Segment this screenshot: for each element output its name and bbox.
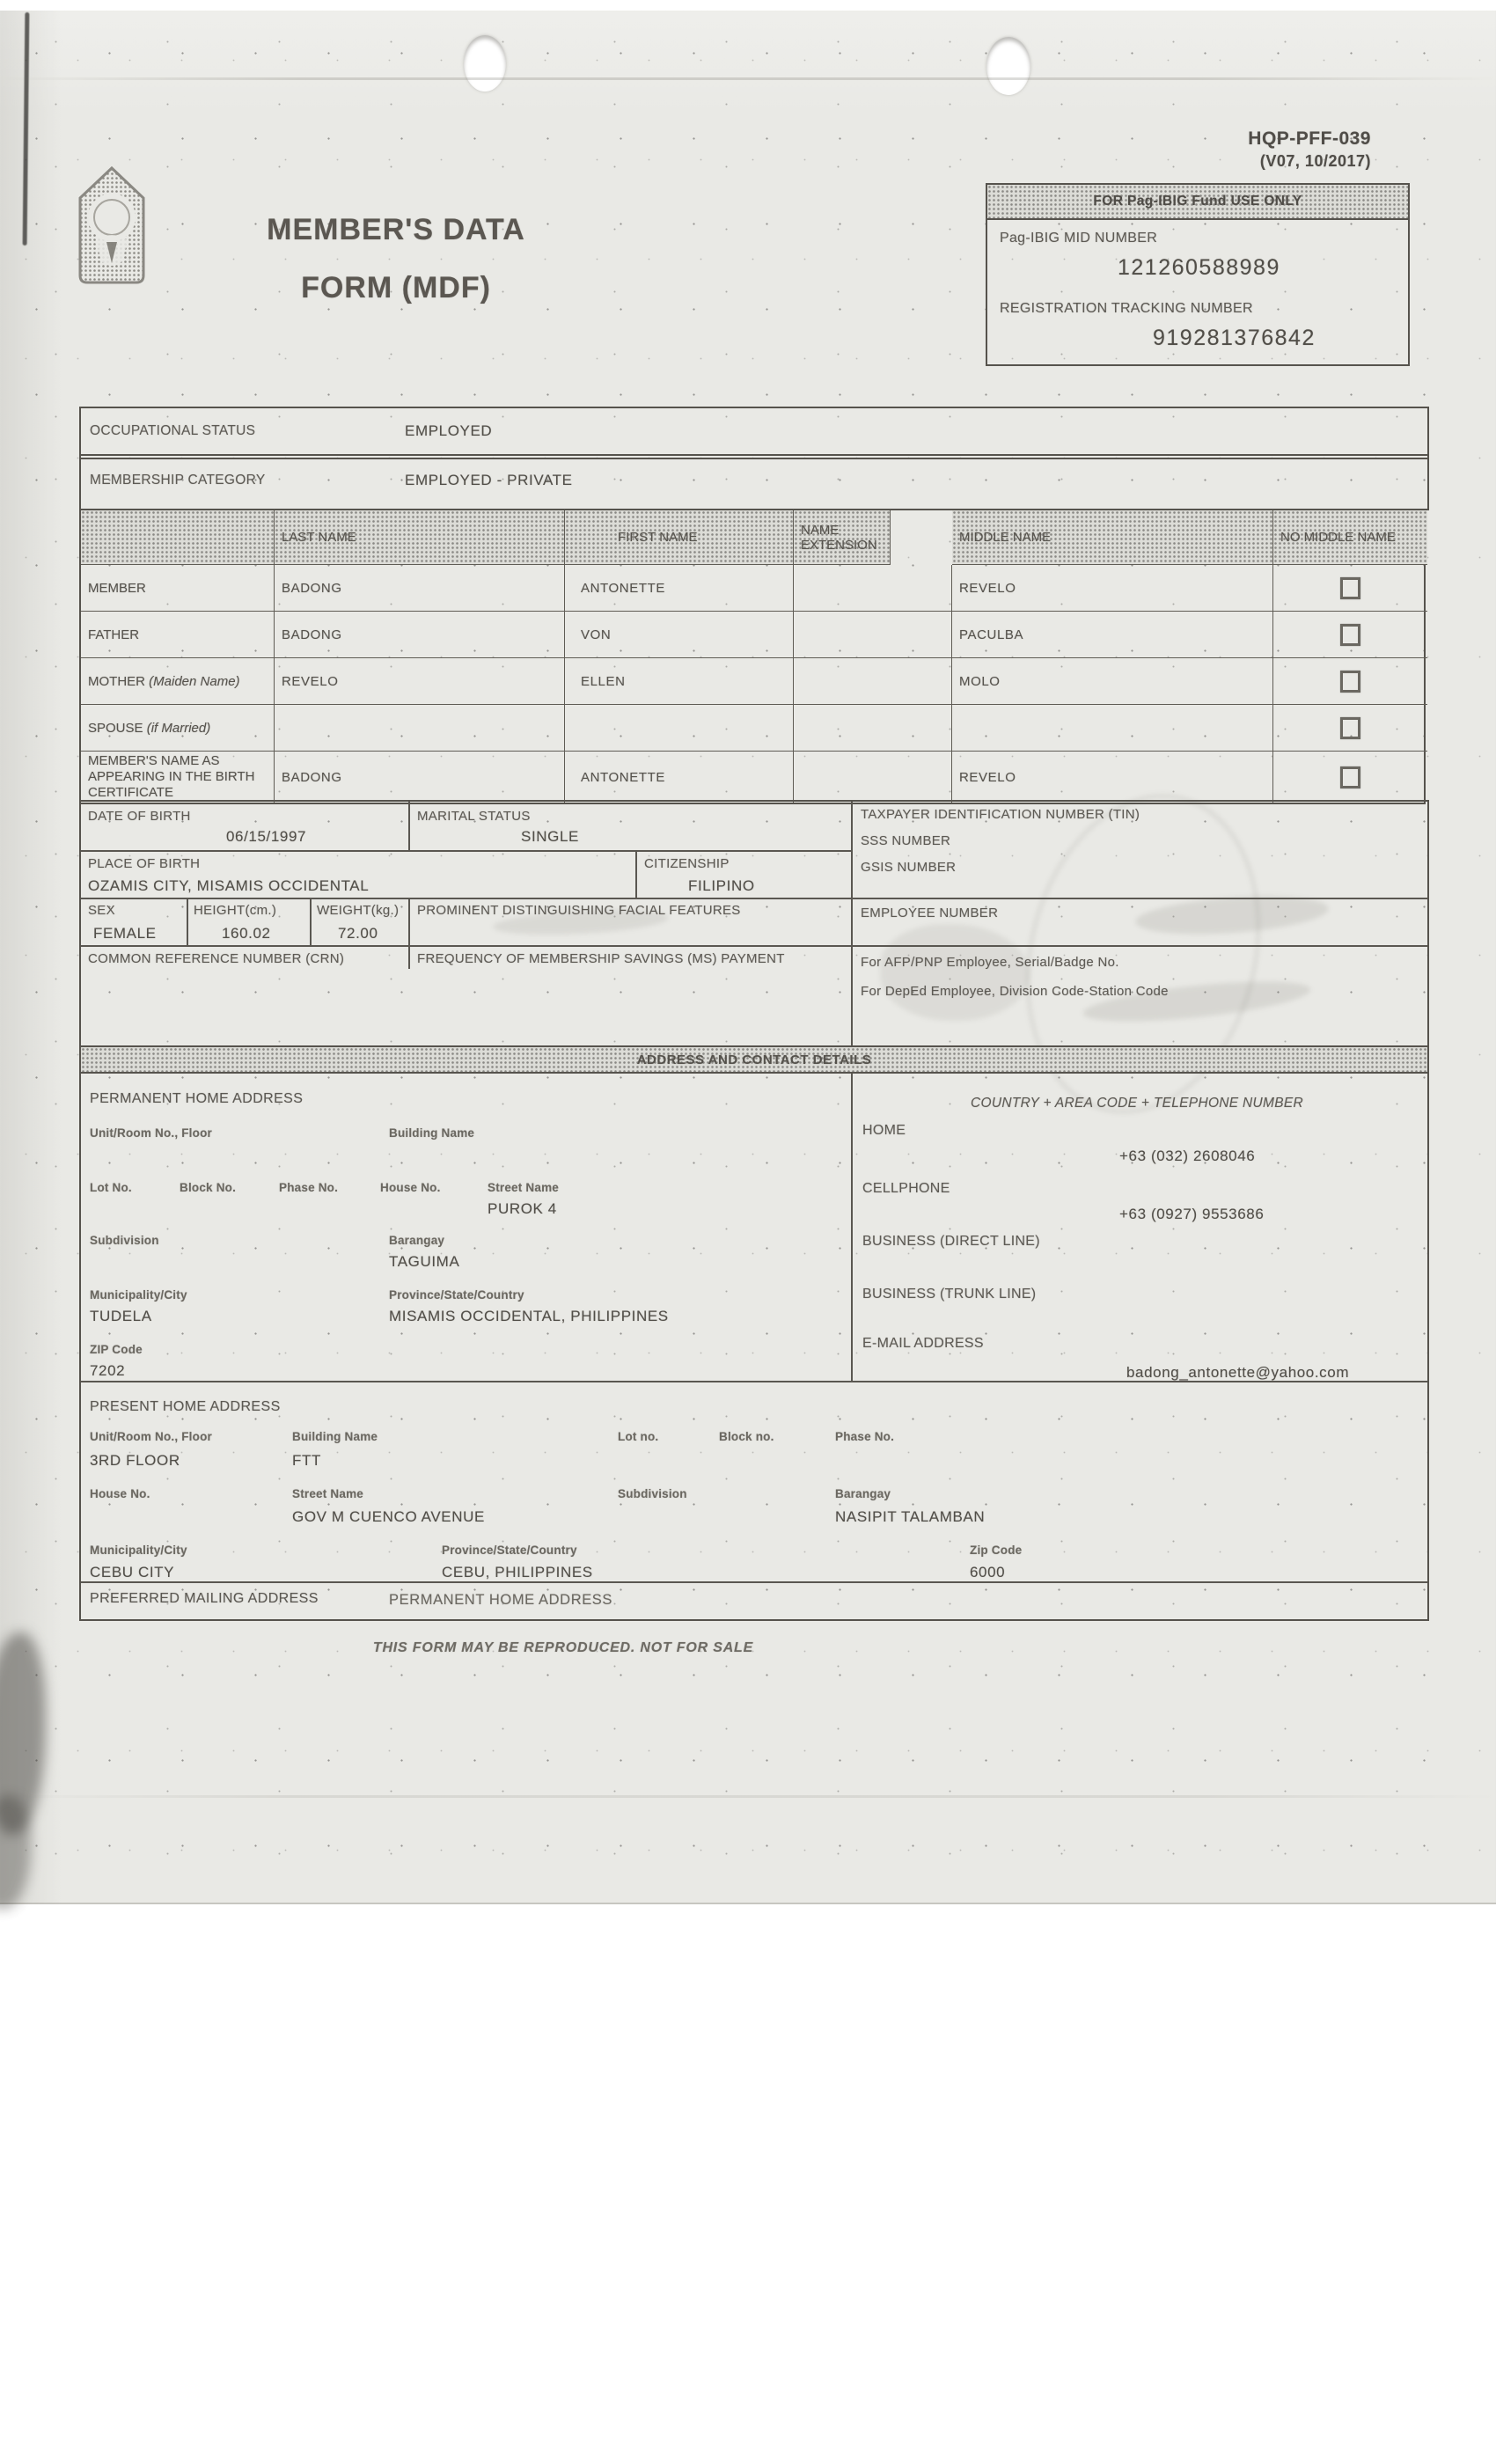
present-zip-value: 6000 (970, 1564, 1006, 1580)
row-label-spouse (81, 705, 275, 752)
employee-number-label: EMPLOYEE NUMBER (861, 906, 999, 920)
afp-serial-label: For AFP/PNP Employee, Serial/Badge No. (861, 955, 1119, 970)
birth-certificate-name-extension (794, 752, 952, 803)
business-direct-label: BUSINESS (DIRECT LINE) (862, 1234, 1040, 1249)
column-header-no-middle-name: NO MIDDLE NAME (1273, 510, 1427, 565)
present-zip-label: Zip Code (970, 1544, 1023, 1557)
mid-number-value: 121260588989 (1118, 255, 1280, 280)
marital-status-value: SINGLE (521, 828, 579, 845)
present-phase-label: Phase No. (835, 1430, 895, 1443)
column-header-middle-name: MIDDLE NAME (952, 510, 1273, 565)
tracking-number-value: 919281376842 (1153, 326, 1316, 350)
present-barangay-value: NASIPIT TALAMBAN (835, 1508, 986, 1525)
fold-line (0, 1795, 1496, 1798)
father-last-name: BADONG (275, 612, 565, 658)
crn-label: COMMON REFERENCE NUMBER (CRN) (88, 951, 345, 966)
mother-last-name: REVELO (275, 658, 565, 705)
footer-note: THIS FORM MAY BE REPRODUCED. NOT FOR SALE (372, 1640, 754, 1655)
form-code: HQP-PFF-039 (1248, 128, 1371, 149)
permanent-phase-label: Phase No. (279, 1181, 339, 1194)
present-province-value: CEBU, PHILIPPINES (442, 1564, 593, 1580)
cellphone-label: CELLPHONE (862, 1181, 950, 1196)
ms-frequency-label: FREQUENCY OF MEMBERSHIP SAVINGS (MS) PAYMENT (417, 951, 785, 966)
mid-number-label: Pag-IBIG MID NUMBER (1000, 231, 1158, 246)
place-of-birth-value: OZAMIS CITY, MISAMIS OCCIDENTAL (88, 877, 370, 894)
office-use-header: FOR Pag-IBIG Fund USE ONLY (987, 185, 1408, 220)
present-municipality-value: CEBU CITY (90, 1564, 175, 1580)
spouse-label-note: (if Married) (146, 720, 211, 736)
date-of-birth-value: 06/15/1997 (226, 828, 307, 845)
permanent-zip-value: 7202 (90, 1362, 126, 1379)
occupational-status-label: OCCUPATIONAL STATUS (90, 423, 256, 438)
cellphone-value: +63 (0927) 9553686 (1119, 1206, 1265, 1222)
preferred-mailing-value: PERMANENT HOME ADDRESS (389, 1592, 613, 1608)
row-label-mother (81, 658, 275, 705)
column-header-name-extension: NAME EXTENSION (794, 510, 891, 565)
spouse-last-name (275, 705, 565, 752)
no-middle-name-checkbox (1340, 717, 1360, 739)
spouse-middle-name (952, 705, 1273, 752)
height-value: 160.02 (222, 925, 271, 942)
height-label: HEIGHT(cm.) (194, 903, 277, 918)
punch-hole-left (464, 35, 506, 92)
office-use-box (986, 183, 1410, 366)
permanent-barangay-label: Barangay (389, 1234, 445, 1247)
no-middle-name-checkbox (1340, 671, 1360, 693)
mother-label-note: (Maiden Name) (149, 673, 240, 689)
present-unit-label: Unit/Room No., Floor (90, 1430, 212, 1443)
sss-number-label: SSS NUMBER (861, 833, 951, 848)
gsis-number-label: GSIS NUMBER (861, 860, 957, 875)
row-label-member: MEMBER (81, 565, 275, 612)
present-street-label: Street Name (292, 1487, 363, 1500)
spouse-first-name (565, 705, 794, 752)
member-name-extension (794, 565, 952, 612)
membership-category-value: EMPLOYED - PRIVATE (405, 472, 573, 488)
form-title-line1: MEMBER'S DATA (267, 213, 525, 246)
birth-certificate-first-name: ANTONETTE (565, 752, 794, 803)
present-address-heading: PRESENT HOME ADDRESS (90, 1399, 281, 1414)
permanent-subdivision-label: Subdivision (90, 1234, 159, 1247)
member-last-name: BADONG (275, 565, 565, 612)
spouse-name-extension (794, 705, 952, 752)
present-street-value: GOV M CUENCO AVENUE (292, 1508, 485, 1525)
present-lot-label: Lot no. (618, 1430, 659, 1443)
address-section-banner: ADDRESS AND CONTACT DETAILS (79, 1045, 1429, 1074)
home-phone-value: +63 (032) 2608046 (1119, 1148, 1256, 1164)
permanent-block-label: Block No. (180, 1181, 237, 1194)
present-unit-value: 3RD FLOOR (90, 1452, 180, 1469)
form-title-line2: FORM (MDF) (301, 271, 491, 304)
permanent-street-label: Street Name (488, 1181, 559, 1194)
member-no-middle-name-cell (1273, 565, 1427, 612)
mother-label: MOTHER (88, 673, 145, 689)
birth-certificate-last-name: BADONG (275, 752, 565, 803)
present-barangay-label: Barangay (835, 1487, 891, 1500)
telephone-header: COUNTRY + AREA CODE + TELEPHONE NUMBER (970, 1096, 1304, 1111)
name-table (79, 509, 1426, 804)
sex-value: FEMALE (93, 925, 157, 942)
father-no-middle-name-cell (1273, 612, 1427, 658)
present-building-label: Building Name (292, 1430, 378, 1443)
occupational-status-row (79, 407, 1429, 459)
name-table-corner (81, 510, 275, 565)
column-header-last-name: LAST NAME (275, 510, 565, 565)
occupational-status-value: EMPLOYED (405, 422, 493, 439)
member-first-name: ANTONETTE (565, 565, 794, 612)
punch-hole-right (986, 37, 1030, 95)
mother-middle-name: MOLO (952, 658, 1273, 705)
present-municipality-label: Municipality/City (90, 1544, 187, 1557)
weight-value: 72.00 (338, 925, 378, 942)
marital-status-label: MARITAL STATUS (417, 809, 531, 824)
birth-certificate-middle-name: REVELO (952, 752, 1273, 803)
permanent-barangay-value: TAGUIMA (389, 1253, 460, 1270)
form-title (246, 201, 546, 317)
permanent-building-label: Building Name (389, 1126, 475, 1140)
row-label-birth-certificate-name: MEMBER'S NAME AS APPEARING IN THE BIRTH CERTIFICATE (81, 752, 275, 803)
personal-details-section (79, 800, 1429, 1051)
email-label: E-MAIL ADDRESS (862, 1336, 984, 1351)
sex-label: SEX (88, 903, 115, 918)
father-first-name: VON (565, 612, 794, 658)
permanent-province-label: Province/State/Country (389, 1288, 524, 1302)
address-contact-section (79, 1072, 1429, 1621)
permanent-house-label: House No. (380, 1181, 441, 1194)
date-of-birth-label: DATE OF BIRTH (88, 809, 191, 824)
present-subdivision-label: Subdivision (618, 1487, 687, 1500)
member-middle-name: REVELO (952, 565, 1273, 612)
no-middle-name-checkbox (1340, 624, 1360, 646)
tin-label: TAXPAYER IDENTIFICATION NUMBER (TIN) (861, 807, 1140, 822)
mother-no-middle-name-cell (1273, 658, 1427, 705)
column-header-first-name: FIRST NAME (565, 510, 794, 565)
row-label-father: FATHER (81, 612, 275, 658)
weight-label: WEIGHT(kg.) (317, 903, 400, 918)
father-middle-name: PACULBA (952, 612, 1273, 658)
no-middle-name-checkbox (1340, 577, 1360, 599)
father-name-extension (794, 612, 952, 658)
preferred-mailing-label: PREFERRED MAILING ADDRESS (90, 1591, 319, 1606)
mother-first-name: ELLEN (565, 658, 794, 705)
mother-name-extension (794, 658, 952, 705)
spouse-no-middle-name-cell (1273, 705, 1427, 752)
email-value: badong_antonette@yahoo.com (1126, 1364, 1350, 1381)
permanent-street-value: PUROK 4 (488, 1200, 557, 1217)
permanent-province-value: MISAMIS OCCIDENTAL, PHILIPPINES (389, 1308, 669, 1324)
present-house-label: House No. (90, 1487, 150, 1500)
membership-category-row (79, 454, 1429, 510)
home-phone-label: HOME (862, 1123, 906, 1138)
permanent-address-heading: PERMANENT HOME ADDRESS (90, 1091, 304, 1106)
fold-line (0, 77, 1496, 80)
citizenship-value: FILIPINO (688, 877, 755, 894)
facial-features-label: PROMINENT DISTINGUISHING FACIAL FEATURES (417, 903, 741, 918)
deped-division-label: For DepEd Employee, Division Code-Station Code (861, 984, 1169, 999)
present-block-label: Block no. (719, 1430, 774, 1443)
no-middle-name-checkbox (1340, 766, 1360, 788)
permanent-lot-label: Lot No. (90, 1181, 132, 1194)
business-trunk-label: BUSINESS (TRUNK LINE) (862, 1287, 1037, 1302)
form-version: (V07, 10/2017) (1259, 152, 1371, 170)
permanent-municipality-value: TUDELA (90, 1308, 152, 1324)
form-code-block (1107, 128, 1371, 171)
pagibig-fund-logo (75, 163, 149, 288)
membership-category-label: MEMBERSHIP CATEGORY (90, 473, 266, 488)
place-of-birth-label: PLACE OF BIRTH (88, 856, 201, 871)
citizenship-label: CITIZENSHIP (644, 856, 730, 871)
present-province-label: Province/State/Country (442, 1544, 577, 1557)
spouse-label: SPOUSE (88, 720, 143, 736)
present-building-value: FTT (292, 1452, 321, 1469)
tracking-number-label: REGISTRATION TRACKING NUMBER (1000, 301, 1253, 316)
birth-certificate-no-middle-name-cell (1273, 752, 1427, 803)
permanent-municipality-label: Municipality/City (90, 1288, 187, 1302)
permanent-zip-label: ZIP Code (90, 1343, 143, 1356)
permanent-unit-label: Unit/Room No., Floor (90, 1126, 212, 1140)
